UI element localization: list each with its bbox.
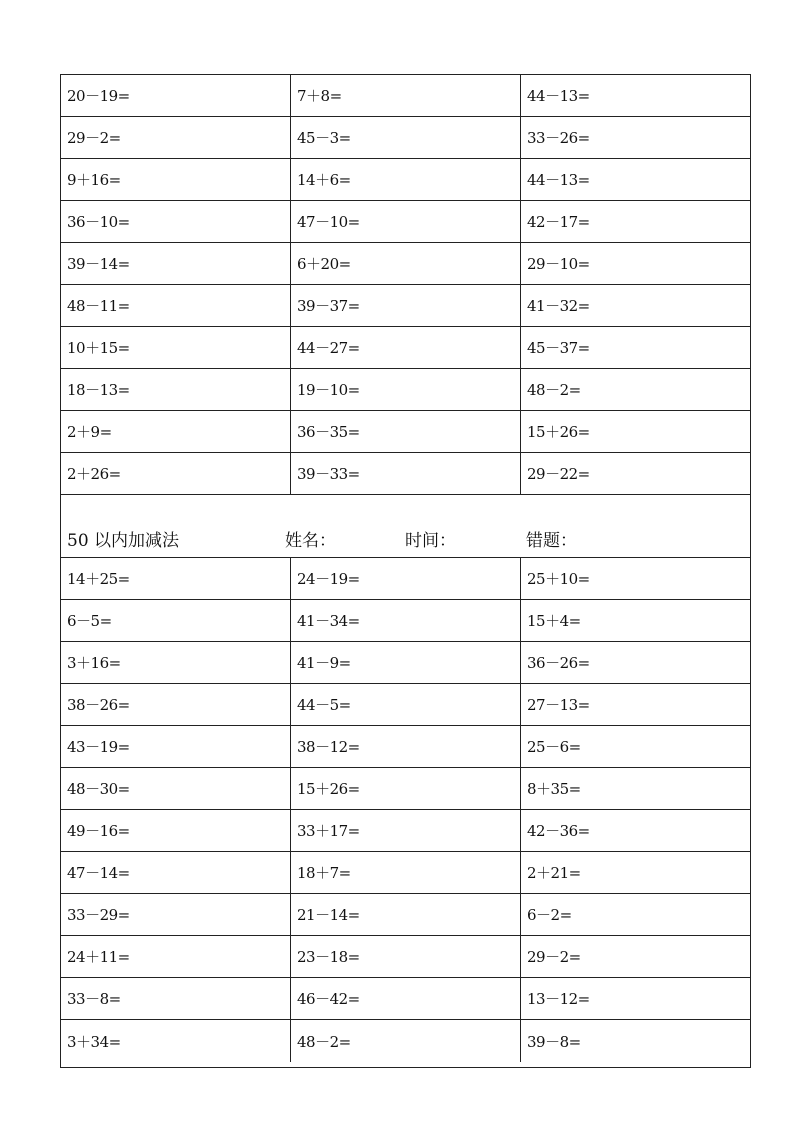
problem-cell: 19－10= [291,369,521,411]
problem-cell: 24－19= [291,558,521,600]
problem-cell: 15＋26= [291,768,521,810]
problem-cell: 25＋10= [521,558,750,600]
name-label: 姓名： [285,531,336,551]
problem-cell: 18－13= [61,369,291,411]
problem-cell: 25－6= [521,726,750,768]
problem-cell: 39－8= [527,1032,581,1051]
problem-cell: 49－16= [61,810,291,852]
problem-cell: 46－42= [291,978,521,1020]
problem-cell: 33－26= [521,117,750,159]
problem-cell: 45－37= [521,327,750,369]
problem-cell: 33－29= [61,894,291,936]
problem-cell: 41－34= [291,600,521,642]
problem-cell: 44－5= [291,684,521,726]
problem-cell: 6－5= [61,600,291,642]
problem-cell: 6－2= [521,894,750,936]
problem-cell: 33－8= [61,978,291,1020]
problem-cell: 2＋21= [521,852,750,894]
worksheet-title: 50 以内加减法 [67,531,180,551]
problem-cell: 33＋17= [291,810,521,852]
problem-cell: 29－2= [521,936,750,978]
problem-cell: 3＋34= [61,1020,291,1062]
problem-cell: 48－2= [521,369,750,411]
problem-cell: 9＋16= [61,159,291,201]
problem-cell: 13－12= [521,978,750,1020]
problem-cell: 45－3= [291,117,521,159]
top-problem-grid [61,75,750,495]
problem-cell: 2＋26= [61,453,291,495]
problem-cell: 36－35= [291,411,521,453]
worksheet-header [61,495,750,558]
problem-cell: 38－26= [61,684,291,726]
problem-cell: 29－10= [521,243,750,285]
problem-cell: 14＋25= [61,558,291,600]
problem-cell: 3＋16= [61,642,291,684]
problem-cell: 29－2= [61,117,291,159]
bottom-problem-grid [61,558,750,1062]
problem-cell: 23－18= [291,936,521,978]
problem-cell: 38－12= [291,726,521,768]
problem-cell: 41－32= [521,285,750,327]
problem-cell: 47－14= [61,852,291,894]
problem-cell: 44－13= [521,75,750,117]
worksheet-table [60,74,751,1068]
problem-cell: 18＋7= [291,852,521,894]
problem-cell: 36－26= [521,642,750,684]
problem-cell: 43－19= [61,726,291,768]
problem-cell: 44－27= [291,327,521,369]
problem-cell: 29－22= [521,453,750,495]
problem-cell: 42－17= [521,201,750,243]
problem-cell: 20－19= [61,75,291,117]
problem-cell: 15＋4= [521,600,750,642]
problem-cell: 7＋8= [291,75,521,117]
problem-cell: 14＋6= [291,159,521,201]
problem-cell: 42－36= [521,810,750,852]
problem-cell: 24＋11= [61,936,291,978]
problem-cell: 15＋26= [521,411,750,453]
problem-cell: 39－14= [61,243,291,285]
problem-cell: 39－33= [291,453,521,495]
problem-cell: 48－2= [291,1020,521,1062]
problem-cell: 2＋9= [61,411,291,453]
problem-cell: 6＋20= [291,243,521,285]
problem-cell: 39－37= [291,285,521,327]
problem-cell: 27－13= [521,684,750,726]
problem-cell: 48－11= [61,285,291,327]
problem-cell: 36－10= [61,201,291,243]
problem-cell: 47－10= [291,201,521,243]
problem-cell: 41－9= [291,642,521,684]
problem-cell: 44－13= [521,159,750,201]
problem-cell: 48－30= [61,768,291,810]
problem-cell: 10＋15= [61,327,291,369]
time-label: 时间： [405,531,456,551]
problem-cell: 8＋35= [521,768,750,810]
errors-label: 错题： [526,531,577,551]
problem-cell: 21－14= [291,894,521,936]
